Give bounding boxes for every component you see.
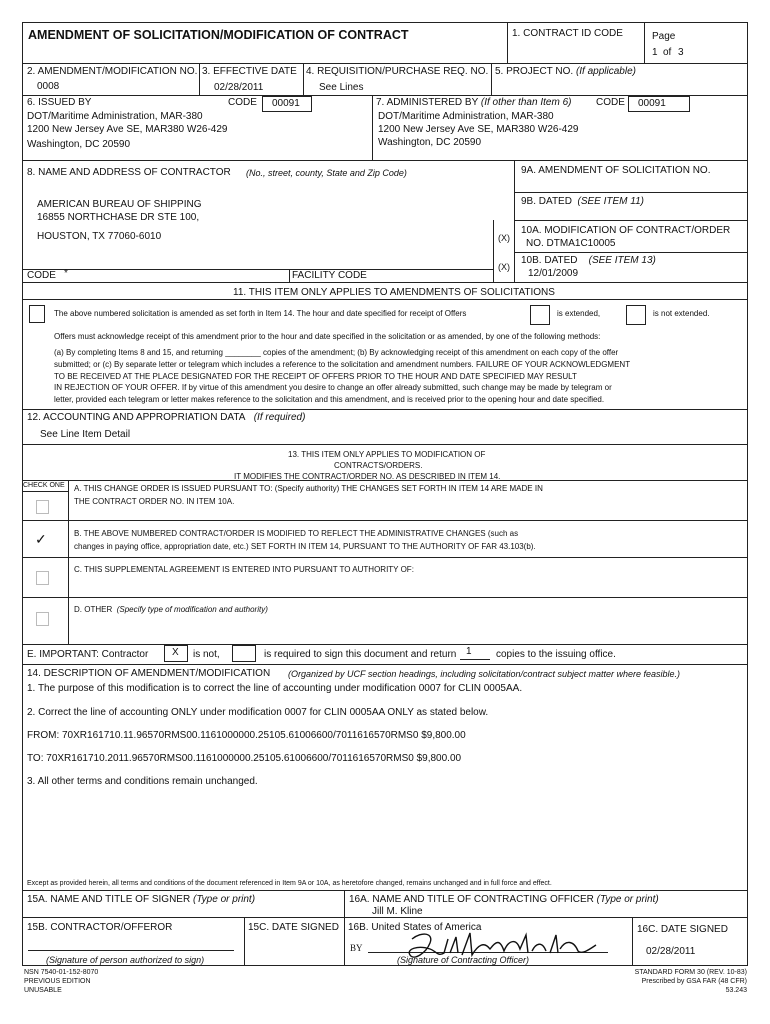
contracting-officer-name: Jill M. Kline bbox=[372, 906, 423, 917]
contractor-name: AMERICAN BUREAU OF SHIPPING bbox=[37, 199, 202, 210]
signature-15-caption: (Signature of person authorized to sign) bbox=[46, 955, 205, 965]
rule bbox=[644, 22, 645, 63]
rule bbox=[22, 444, 748, 445]
rule bbox=[491, 63, 492, 95]
checkbox-13b-check[interactable]: ✓ bbox=[35, 531, 47, 547]
rule bbox=[22, 22, 23, 966]
except-note: Except as provided herein, all terms and conditions of the document referenced in Item 9A or 10A, as heretofore changed, remains unchanged and in full force and effect. bbox=[27, 880, 552, 887]
rule bbox=[22, 917, 748, 918]
issued-code-value: 00091 bbox=[272, 98, 300, 109]
effective-date-value: 02/28/2011 bbox=[214, 82, 264, 93]
rule bbox=[22, 282, 748, 283]
item-11-para-4: IN REJECTION OF YOUR OFFER. If by virtue of this amendment you desire to change an offer already submitted, such change may be made by telegram or bbox=[54, 383, 612, 392]
item-16b-label: 16B. United States of America bbox=[348, 922, 482, 933]
admin-address-2: 1200 New Jersey Ave SE, MAR380 W26-429 bbox=[378, 124, 579, 135]
item-14-line5: 3. All other terms and conditions remain unchanged. bbox=[27, 776, 258, 787]
rule bbox=[747, 22, 748, 966]
checkbox-13a[interactable] bbox=[36, 500, 49, 514]
item-12-label: 12. ACCOUNTING AND APPROPRIATION DATA (If required) bbox=[27, 412, 306, 423]
contractor-label: 8. NAME AND ADDRESS OF CONTRACTOR bbox=[27, 167, 231, 178]
amendment-no-value: 0008 bbox=[37, 81, 60, 92]
requisition-value: See Lines bbox=[319, 82, 364, 93]
rule bbox=[493, 220, 494, 282]
page-total: 3 bbox=[678, 47, 684, 58]
issued-address-1: DOT/Maritime Administration, MAR-380 bbox=[27, 111, 203, 122]
rule bbox=[22, 22, 748, 23]
copies-tail: copies to the issuing office. bbox=[496, 649, 616, 660]
rule bbox=[22, 597, 748, 598]
item-11-para-1: (a) By completing Items 8 and 15, and returning ________ copies of the amendment; (b) By acknowledging receipt of this amendment on each copy of the offer bbox=[54, 348, 619, 357]
signature-16-caption: (Signature of Contracting Officer) bbox=[397, 955, 530, 965]
contractor-code-value: * bbox=[64, 268, 68, 279]
signature-line bbox=[28, 950, 234, 951]
item-9a-label: 9A. AMENDMENT OF SOLICITATION NO. bbox=[521, 165, 711, 176]
rule bbox=[68, 480, 69, 644]
item-14-line2: 2. Correct the line of accounting ONLY under modification 0007 for CLIN 0005AA ONLY as stated below. bbox=[27, 707, 489, 718]
project-no-label: 5. PROJECT NO. (If applicable) bbox=[495, 66, 636, 77]
item-14-line1: 1. The purpose of this modification is to correct the line of accounting under modification 0007 for CLIN 0005AA. bbox=[27, 683, 523, 694]
rule bbox=[22, 520, 748, 521]
item-13-heading-2: CONTRACTS/ORDERS. bbox=[334, 461, 423, 470]
date-signed-value: 02/28/2011 bbox=[646, 946, 696, 957]
item-10b-value: 12/01/2009 bbox=[528, 268, 579, 279]
page-label: Page bbox=[652, 31, 676, 42]
item-11-line1: The above numbered solicitation is amended as set forth in Item 14. The hour and date specified for receipt of Offers bbox=[54, 309, 467, 318]
nsn-line2: PREVIOUS EDITION bbox=[24, 978, 91, 985]
rule bbox=[514, 220, 747, 221]
admin-address-1: DOT/Maritime Administration, MAR-380 bbox=[378, 111, 554, 122]
item-16c-label: 16C. DATE SIGNED bbox=[637, 924, 728, 935]
checkbox[interactable] bbox=[530, 305, 550, 325]
rule bbox=[632, 917, 633, 965]
item-16a-label: 16A. NAME AND TITLE OF CONTRACTING OFFICER (Type or print) bbox=[349, 894, 659, 905]
item-10a-label: 10A. MODIFICATION OF CONTRACT/ORDER bbox=[521, 225, 731, 236]
admin-code-label: CODE bbox=[596, 97, 625, 108]
item-13a-line2: THE CONTRACT ORDER NO. IN ITEM 10A. bbox=[74, 497, 235, 506]
rule bbox=[22, 409, 748, 410]
item-10b-mark: (X) bbox=[498, 262, 510, 272]
rule bbox=[22, 890, 748, 891]
rule bbox=[514, 252, 747, 253]
rule bbox=[303, 63, 304, 95]
extended-label: is extended, bbox=[557, 309, 601, 318]
item-13a-line1: A. THIS CHANGE ORDER IS ISSUED PURSUANT TO: (Specify authority) THE CHANGES SET FORTH IN ITEM 14 ARE MADE IN bbox=[74, 484, 543, 493]
item-13-heading-1: 13. THIS ITEM ONLY APPLIES TO MODIFICATION OF bbox=[288, 450, 486, 459]
rule bbox=[289, 269, 290, 282]
item-14-label: 14. DESCRIPTION OF AMENDMENT/MODIFICATION bbox=[27, 668, 271, 679]
rule bbox=[22, 965, 748, 966]
item-10a-number: NO. DTMA1C10005 bbox=[526, 238, 616, 249]
checkbox-13d[interactable] bbox=[36, 612, 49, 626]
rule bbox=[22, 491, 68, 492]
x-mark: X bbox=[172, 647, 179, 658]
item-9b-label: 9B. DATED (SEE ITEM 11) bbox=[521, 196, 644, 207]
check-one-label: CHECK ONE bbox=[23, 482, 65, 489]
issued-by-label: 6. ISSUED BY bbox=[27, 97, 92, 108]
form-title: AMENDMENT OF SOLICITATION/MODIFICATION OF CONTRACT bbox=[28, 28, 409, 42]
rule bbox=[22, 664, 748, 665]
checkbox-13c[interactable] bbox=[36, 571, 49, 585]
issued-address-3: Washington, DC 20590 bbox=[27, 139, 131, 150]
copies-value: 1 bbox=[466, 646, 472, 657]
sf-line3: 53.243 bbox=[725, 987, 747, 994]
item-13b-line1: B. THE ABOVE NUMBERED CONTRACT/ORDER IS MODIFIED TO REFLECT THE ADMINISTRATIVE CHANGES (such as bbox=[74, 529, 519, 538]
is-not-label: is not, bbox=[193, 649, 220, 660]
issued-address-2: 1200 New Jersey Ave SE, MAR380 W26-429 bbox=[27, 124, 228, 135]
administered-by-label: 7. ADMINISTERED BY (If other than Item 6) bbox=[376, 97, 572, 108]
contractor-is-required-box[interactable] bbox=[232, 645, 256, 662]
item-14-line4: TO: 70XR161710.2011.96570RMS00.1161000000.25105.61006600/7011616570RMS0 $9,800.00 bbox=[27, 753, 462, 764]
sf-line1: STANDARD FORM 30 (REV. 10-83) bbox=[634, 969, 747, 976]
rule bbox=[507, 22, 508, 63]
admin-address-3: Washington, DC 20590 bbox=[378, 137, 482, 148]
contractor-city: HOUSTON, TX 77060-6010 bbox=[37, 231, 162, 242]
item-11-line2: Offers must acknowledge receipt of this amendment prior to the hour and date specified in the solicitation or as amended, by one of the following methods: bbox=[54, 332, 601, 341]
item-14-line3: FROM: 70XR161710.11.96570RMS00.1161000000.25105.61006600/7011616570RMS0 $9,800.00 bbox=[27, 730, 466, 741]
item-12-value: See Line Item Detail bbox=[40, 429, 131, 440]
rule bbox=[244, 917, 245, 965]
item-13c-text: C. THIS SUPPLEMENTAL AGREEMENT IS ENTERED INTO PURSUANT TO AUTHORITY OF: bbox=[74, 565, 414, 574]
not-extended-label: is not extended. bbox=[653, 309, 710, 318]
page-number: 1 bbox=[652, 47, 658, 58]
rule bbox=[514, 192, 747, 193]
item-14-hint: (Organized by UCF section headings, including solicitation/contract subject matter where feasible.) bbox=[288, 669, 681, 679]
rule bbox=[372, 95, 373, 160]
item-13-heading-3: IT MODIFIES THE CONTRACT/ORDER NO. AS DESCRIBED IN ITEM 14. bbox=[234, 472, 501, 481]
item-10a-mark: (X) bbox=[498, 233, 510, 243]
checkbox[interactable] bbox=[626, 305, 646, 325]
is-required-label: is required to sign this document and return bbox=[264, 649, 457, 660]
rule bbox=[22, 299, 748, 300]
copies-underline bbox=[460, 659, 490, 660]
item-15b-label: 15B. CONTRACTOR/OFFEROR bbox=[27, 922, 173, 933]
item-10b-label: 10B. DATED (SEE ITEM 13) bbox=[521, 255, 656, 266]
contractor-street: 16855 NORTHCHASE DR STE 100, bbox=[37, 212, 200, 223]
important-label: E. IMPORTANT: Contractor bbox=[27, 649, 149, 660]
rule bbox=[22, 160, 748, 161]
item-11-para-5: letter, provided each telegram or letter makes reference to the solicitation and this amendment, and is received prior to the opening hour and date specified. bbox=[54, 395, 605, 404]
rule bbox=[514, 160, 515, 282]
issued-code-label: CODE bbox=[228, 97, 257, 108]
rule bbox=[22, 557, 748, 558]
item-15c-label: 15C. DATE SIGNED bbox=[248, 922, 339, 933]
requisition-label: 4. REQUISITION/PURCHASE REQ. NO. bbox=[306, 66, 489, 77]
nsn-line3: UNUSABLE bbox=[24, 987, 62, 994]
nsn-line1: NSN 7540-01-152-8070 bbox=[24, 969, 99, 976]
item-11-heading: 11. THIS ITEM ONLY APPLIES TO AMENDMENTS OF SOLICITATIONS bbox=[233, 287, 555, 298]
rule bbox=[22, 644, 748, 645]
rule bbox=[22, 269, 493, 270]
contract-id-label: 1. CONTRACT ID CODE bbox=[512, 28, 623, 39]
facility-code-label: FACILITY CODE bbox=[292, 270, 367, 281]
sf-line2: Prescribed by GSA FAR (48 CFR) bbox=[641, 978, 747, 985]
by-label: BY bbox=[350, 943, 363, 953]
contractor-code-label: CODE bbox=[27, 270, 56, 281]
contractor-hint: (No., street, county, State and Zip Code) bbox=[246, 168, 407, 178]
effective-date-label: 3. EFFECTIVE DATE bbox=[202, 66, 297, 77]
admin-code-value: 00091 bbox=[638, 98, 666, 109]
item-13b-line2: changes in paying office, appropriation date, etc.) SET FORTH IN ITEM 14, PURSUANT TO THE AUTHORITY OF FAR 43.103(b). bbox=[74, 542, 536, 551]
page-of: of bbox=[663, 47, 672, 58]
item-13d-text: D. OTHER (Specify type of modification and authority) bbox=[74, 605, 268, 614]
rule bbox=[22, 63, 748, 64]
item-11-para-2: submitted; or (c) By separate letter or telegram which includes a reference to the solicitation and amendment numbers. FAILURE OF YOUR ACKNOWLEDGMENT bbox=[54, 360, 631, 369]
amendment-no-label: 2. AMENDMENT/MODIFICATION NO. bbox=[27, 66, 198, 77]
rule bbox=[344, 890, 345, 965]
checkbox[interactable] bbox=[29, 305, 45, 323]
rule bbox=[199, 63, 200, 95]
item-15a-label: 15A. NAME AND TITLE OF SIGNER (Type or print) bbox=[27, 894, 256, 905]
item-11-para-3: TO BE RECEIVED AT THE PLACE DESIGNATED FOR THE RECEIPT OF OFFERS PRIOR TO THE HOUR AND DATE SPECIFIED MAY RESULT bbox=[54, 372, 577, 381]
